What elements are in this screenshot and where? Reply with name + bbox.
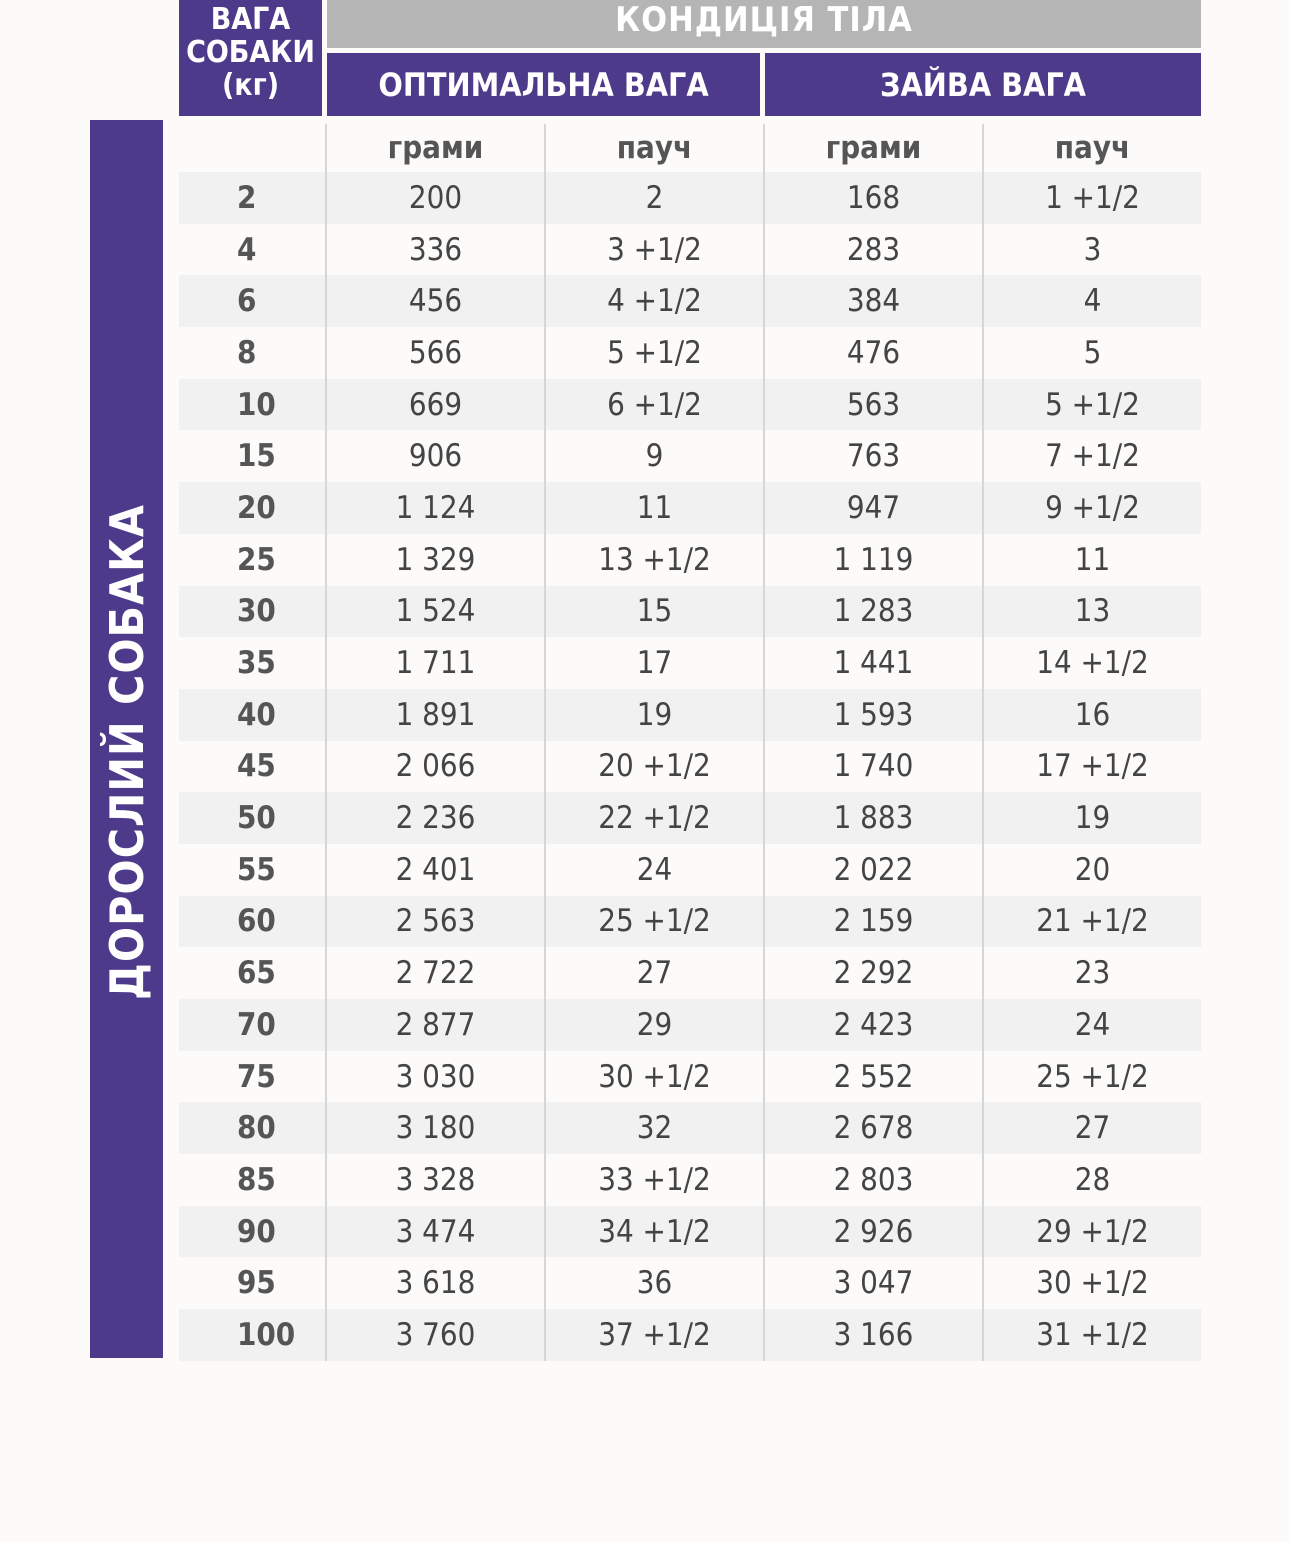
table-row xyxy=(179,327,1201,379)
unit-cell: пауч xyxy=(982,124,1201,172)
optimal-pouch-cell: 33 +1/2 xyxy=(544,1154,763,1206)
dog-weight-cell: 65 xyxy=(237,955,276,992)
optimal-grams-cell: 1 329 xyxy=(325,534,544,586)
dog-weight-header-label: ВАГА СОБАКИ (кг) xyxy=(186,2,315,103)
optimal-grams-cell: 669 xyxy=(325,379,544,431)
overweight-grams-cell: 384 xyxy=(763,275,982,327)
dog-weight-cell: 30 xyxy=(237,593,276,630)
optimal-pouch-cell: 17 xyxy=(544,637,763,689)
optimal-pouch-cell: 32 xyxy=(544,1102,763,1154)
overweight-pouch-cell: 20 xyxy=(982,844,1201,896)
optimal-pouch-cell: 30 +1/2 xyxy=(544,1051,763,1103)
optimal-pouch-cell: 29 xyxy=(544,999,763,1051)
optimal-pouch-cell: 27 xyxy=(544,947,763,999)
overweight-pouch-cell: 24 xyxy=(982,999,1201,1051)
optimal-grams-cell: 2 563 xyxy=(325,896,544,948)
optimal-pouch-cell: 4 +1/2 xyxy=(544,275,763,327)
table-row xyxy=(179,379,1201,431)
dog-weight-cell: 55 xyxy=(237,851,276,888)
table-row xyxy=(179,999,1201,1051)
table-row xyxy=(179,1154,1201,1206)
body-condition-header-label: КОНДИЦІЯ ТІЛА xyxy=(615,0,913,40)
overweight-pouch-cell: 21 +1/2 xyxy=(982,896,1201,948)
dog-weight-cell: 60 xyxy=(237,903,276,940)
overweight-header xyxy=(765,53,1201,116)
units-row xyxy=(179,124,1201,172)
dog-weight-cell: 15 xyxy=(237,438,276,475)
dog-weight-cell: 95 xyxy=(237,1265,276,1302)
overweight-pouch-cell: 23 xyxy=(982,947,1201,999)
optimal-grams-cell: 2 401 xyxy=(325,844,544,896)
optimal-grams-cell: 1 891 xyxy=(325,689,544,741)
overweight-pouch-cell: 19 xyxy=(982,792,1201,844)
overweight-grams-cell: 2 803 xyxy=(763,1154,982,1206)
dog-weight-cell: 10 xyxy=(237,386,276,423)
overweight-grams-cell: 1 883 xyxy=(763,792,982,844)
overweight-grams-cell: 1 441 xyxy=(763,637,982,689)
dog-weight-cell: 20 xyxy=(237,489,276,526)
optimal-pouch-cell: 9 xyxy=(544,430,763,482)
optimal-grams-cell: 1 711 xyxy=(325,637,544,689)
optimal-grams-cell: 456 xyxy=(325,275,544,327)
optimal-grams-cell: 3 180 xyxy=(325,1102,544,1154)
unit-cell: грами xyxy=(763,124,982,172)
overweight-grams-cell: 763 xyxy=(763,430,982,482)
dog-weight-cell: 100 xyxy=(237,1316,296,1353)
optimal-grams-cell: 3 030 xyxy=(325,1051,544,1103)
dog-weight-cell: 80 xyxy=(237,1110,276,1147)
dog-weight-cell: 40 xyxy=(237,696,276,733)
optimal-pouch-cell: 2 xyxy=(544,172,763,224)
dog-weight-cell: 75 xyxy=(237,1058,276,1095)
table-row xyxy=(179,947,1201,999)
optimal-grams-cell: 3 618 xyxy=(325,1257,544,1309)
dog-weight-cell: 50 xyxy=(237,800,276,837)
dog-weight-cell: 2 xyxy=(237,179,257,216)
optimal-pouch-cell: 36 xyxy=(544,1257,763,1309)
overweight-pouch-cell: 5 +1/2 xyxy=(982,379,1201,431)
optimal-pouch-cell: 20 +1/2 xyxy=(544,741,763,793)
overweight-pouch-cell: 14 +1/2 xyxy=(982,637,1201,689)
overweight-header-label: ЗАЙВА ВАГА xyxy=(880,65,1086,104)
table-row xyxy=(179,534,1201,586)
overweight-grams-cell: 2 678 xyxy=(763,1102,982,1154)
table-row xyxy=(179,844,1201,896)
table-row xyxy=(179,1051,1201,1103)
table-row xyxy=(179,741,1201,793)
dog-weight-cell: 70 xyxy=(237,1006,276,1043)
table-row xyxy=(179,896,1201,948)
units-row-weight-cell xyxy=(179,124,325,172)
table-row xyxy=(179,172,1201,224)
dog-weight-cell: 4 xyxy=(237,231,257,268)
optimal-weight-header xyxy=(327,53,760,116)
overweight-pouch-cell: 4 xyxy=(982,275,1201,327)
overweight-grams-cell: 1 593 xyxy=(763,689,982,741)
table-row xyxy=(179,1206,1201,1258)
table-row xyxy=(179,482,1201,534)
optimal-pouch-cell: 19 xyxy=(544,689,763,741)
feeding-table xyxy=(179,124,1201,1361)
overweight-pouch-cell: 7 +1/2 xyxy=(982,430,1201,482)
overweight-pouch-cell: 16 xyxy=(982,689,1201,741)
optimal-grams-cell: 2 722 xyxy=(325,947,544,999)
optimal-grams-cell: 1 124 xyxy=(325,482,544,534)
optimal-pouch-cell: 25 +1/2 xyxy=(544,896,763,948)
dog-weight-cell: 6 xyxy=(237,283,257,320)
optimal-pouch-cell: 11 xyxy=(544,482,763,534)
overweight-grams-cell: 947 xyxy=(763,482,982,534)
table-row xyxy=(179,224,1201,276)
dog-weight-cell: 35 xyxy=(237,645,276,682)
table-row xyxy=(179,275,1201,327)
overweight-pouch-cell: 9 +1/2 xyxy=(982,482,1201,534)
optimal-grams-cell: 3 474 xyxy=(325,1206,544,1258)
optimal-grams-cell: 2 236 xyxy=(325,792,544,844)
table-row xyxy=(179,1257,1201,1309)
dog-weight-cell: 25 xyxy=(237,541,276,578)
optimal-pouch-cell: 24 xyxy=(544,844,763,896)
optimal-pouch-cell: 22 +1/2 xyxy=(544,792,763,844)
dog-weight-cell: 8 xyxy=(237,334,257,371)
optimal-grams-cell: 2 066 xyxy=(325,741,544,793)
overweight-grams-cell: 563 xyxy=(763,379,982,431)
overweight-grams-cell: 2 926 xyxy=(763,1206,982,1258)
table-row xyxy=(179,430,1201,482)
overweight-grams-cell: 168 xyxy=(763,172,982,224)
optimal-weight-header-label: ОПТИМАЛЬНА ВАГА xyxy=(378,65,709,104)
table-row xyxy=(179,1102,1201,1154)
dog-weight-cell: 45 xyxy=(237,748,276,785)
optimal-grams-cell: 200 xyxy=(325,172,544,224)
optimal-grams-cell: 2 877 xyxy=(325,999,544,1051)
dog-weight-cell: 85 xyxy=(237,1161,276,1198)
overweight-pouch-cell: 5 xyxy=(982,327,1201,379)
optimal-pouch-cell: 6 +1/2 xyxy=(544,379,763,431)
overweight-pouch-cell: 28 xyxy=(982,1154,1201,1206)
overweight-grams-cell: 2 292 xyxy=(763,947,982,999)
table-row xyxy=(179,586,1201,638)
overweight-grams-cell: 476 xyxy=(763,327,982,379)
overweight-grams-cell: 1 740 xyxy=(763,741,982,793)
overweight-pouch-cell: 11 xyxy=(982,534,1201,586)
overweight-grams-cell: 3 047 xyxy=(763,1257,982,1309)
overweight-grams-cell: 1 283 xyxy=(763,586,982,638)
table-row xyxy=(179,689,1201,741)
overweight-pouch-cell: 17 +1/2 xyxy=(982,741,1201,793)
table-row xyxy=(179,637,1201,689)
optimal-grams-cell: 3 760 xyxy=(325,1309,544,1361)
overweight-grams-cell: 2 159 xyxy=(763,896,982,948)
optimal-grams-cell: 906 xyxy=(325,430,544,482)
optimal-pouch-cell: 37 +1/2 xyxy=(544,1309,763,1361)
optimal-grams-cell: 336 xyxy=(325,224,544,276)
unit-cell: грами xyxy=(325,124,544,172)
optimal-pouch-cell: 3 +1/2 xyxy=(544,224,763,276)
overweight-grams-cell: 2 423 xyxy=(763,999,982,1051)
table-row xyxy=(179,1309,1201,1361)
overweight-grams-cell: 2 022 xyxy=(763,844,982,896)
adult-dog-side-label: ДОРОСЛИЙ СОБАКА xyxy=(99,504,154,1000)
overweight-grams-cell: 2 552 xyxy=(763,1051,982,1103)
dog-weight-header xyxy=(179,0,322,116)
optimal-pouch-cell: 5 +1/2 xyxy=(544,327,763,379)
overweight-pouch-cell: 27 xyxy=(982,1102,1201,1154)
unit-cell: пауч xyxy=(544,124,763,172)
overweight-pouch-cell: 29 +1/2 xyxy=(982,1206,1201,1258)
dog-weight-cell: 90 xyxy=(237,1213,276,1250)
overweight-pouch-cell: 25 +1/2 xyxy=(982,1051,1201,1103)
adult-dog-side-banner xyxy=(90,120,163,1358)
table-row xyxy=(179,792,1201,844)
optimal-grams-cell: 1 524 xyxy=(325,586,544,638)
overweight-pouch-cell: 3 xyxy=(982,224,1201,276)
optimal-pouch-cell: 34 +1/2 xyxy=(544,1206,763,1258)
optimal-pouch-cell: 15 xyxy=(544,586,763,638)
overweight-pouch-cell: 31 +1/2 xyxy=(982,1309,1201,1361)
overweight-grams-cell: 1 119 xyxy=(763,534,982,586)
optimal-grams-cell: 566 xyxy=(325,327,544,379)
optimal-grams-cell: 3 328 xyxy=(325,1154,544,1206)
overweight-grams-cell: 3 166 xyxy=(763,1309,982,1361)
overweight-pouch-cell: 13 xyxy=(982,586,1201,638)
optimal-pouch-cell: 13 +1/2 xyxy=(544,534,763,586)
overweight-grams-cell: 283 xyxy=(763,224,982,276)
body-condition-header xyxy=(327,0,1201,48)
overweight-pouch-cell: 30 +1/2 xyxy=(982,1257,1201,1309)
overweight-pouch-cell: 1 +1/2 xyxy=(982,172,1201,224)
